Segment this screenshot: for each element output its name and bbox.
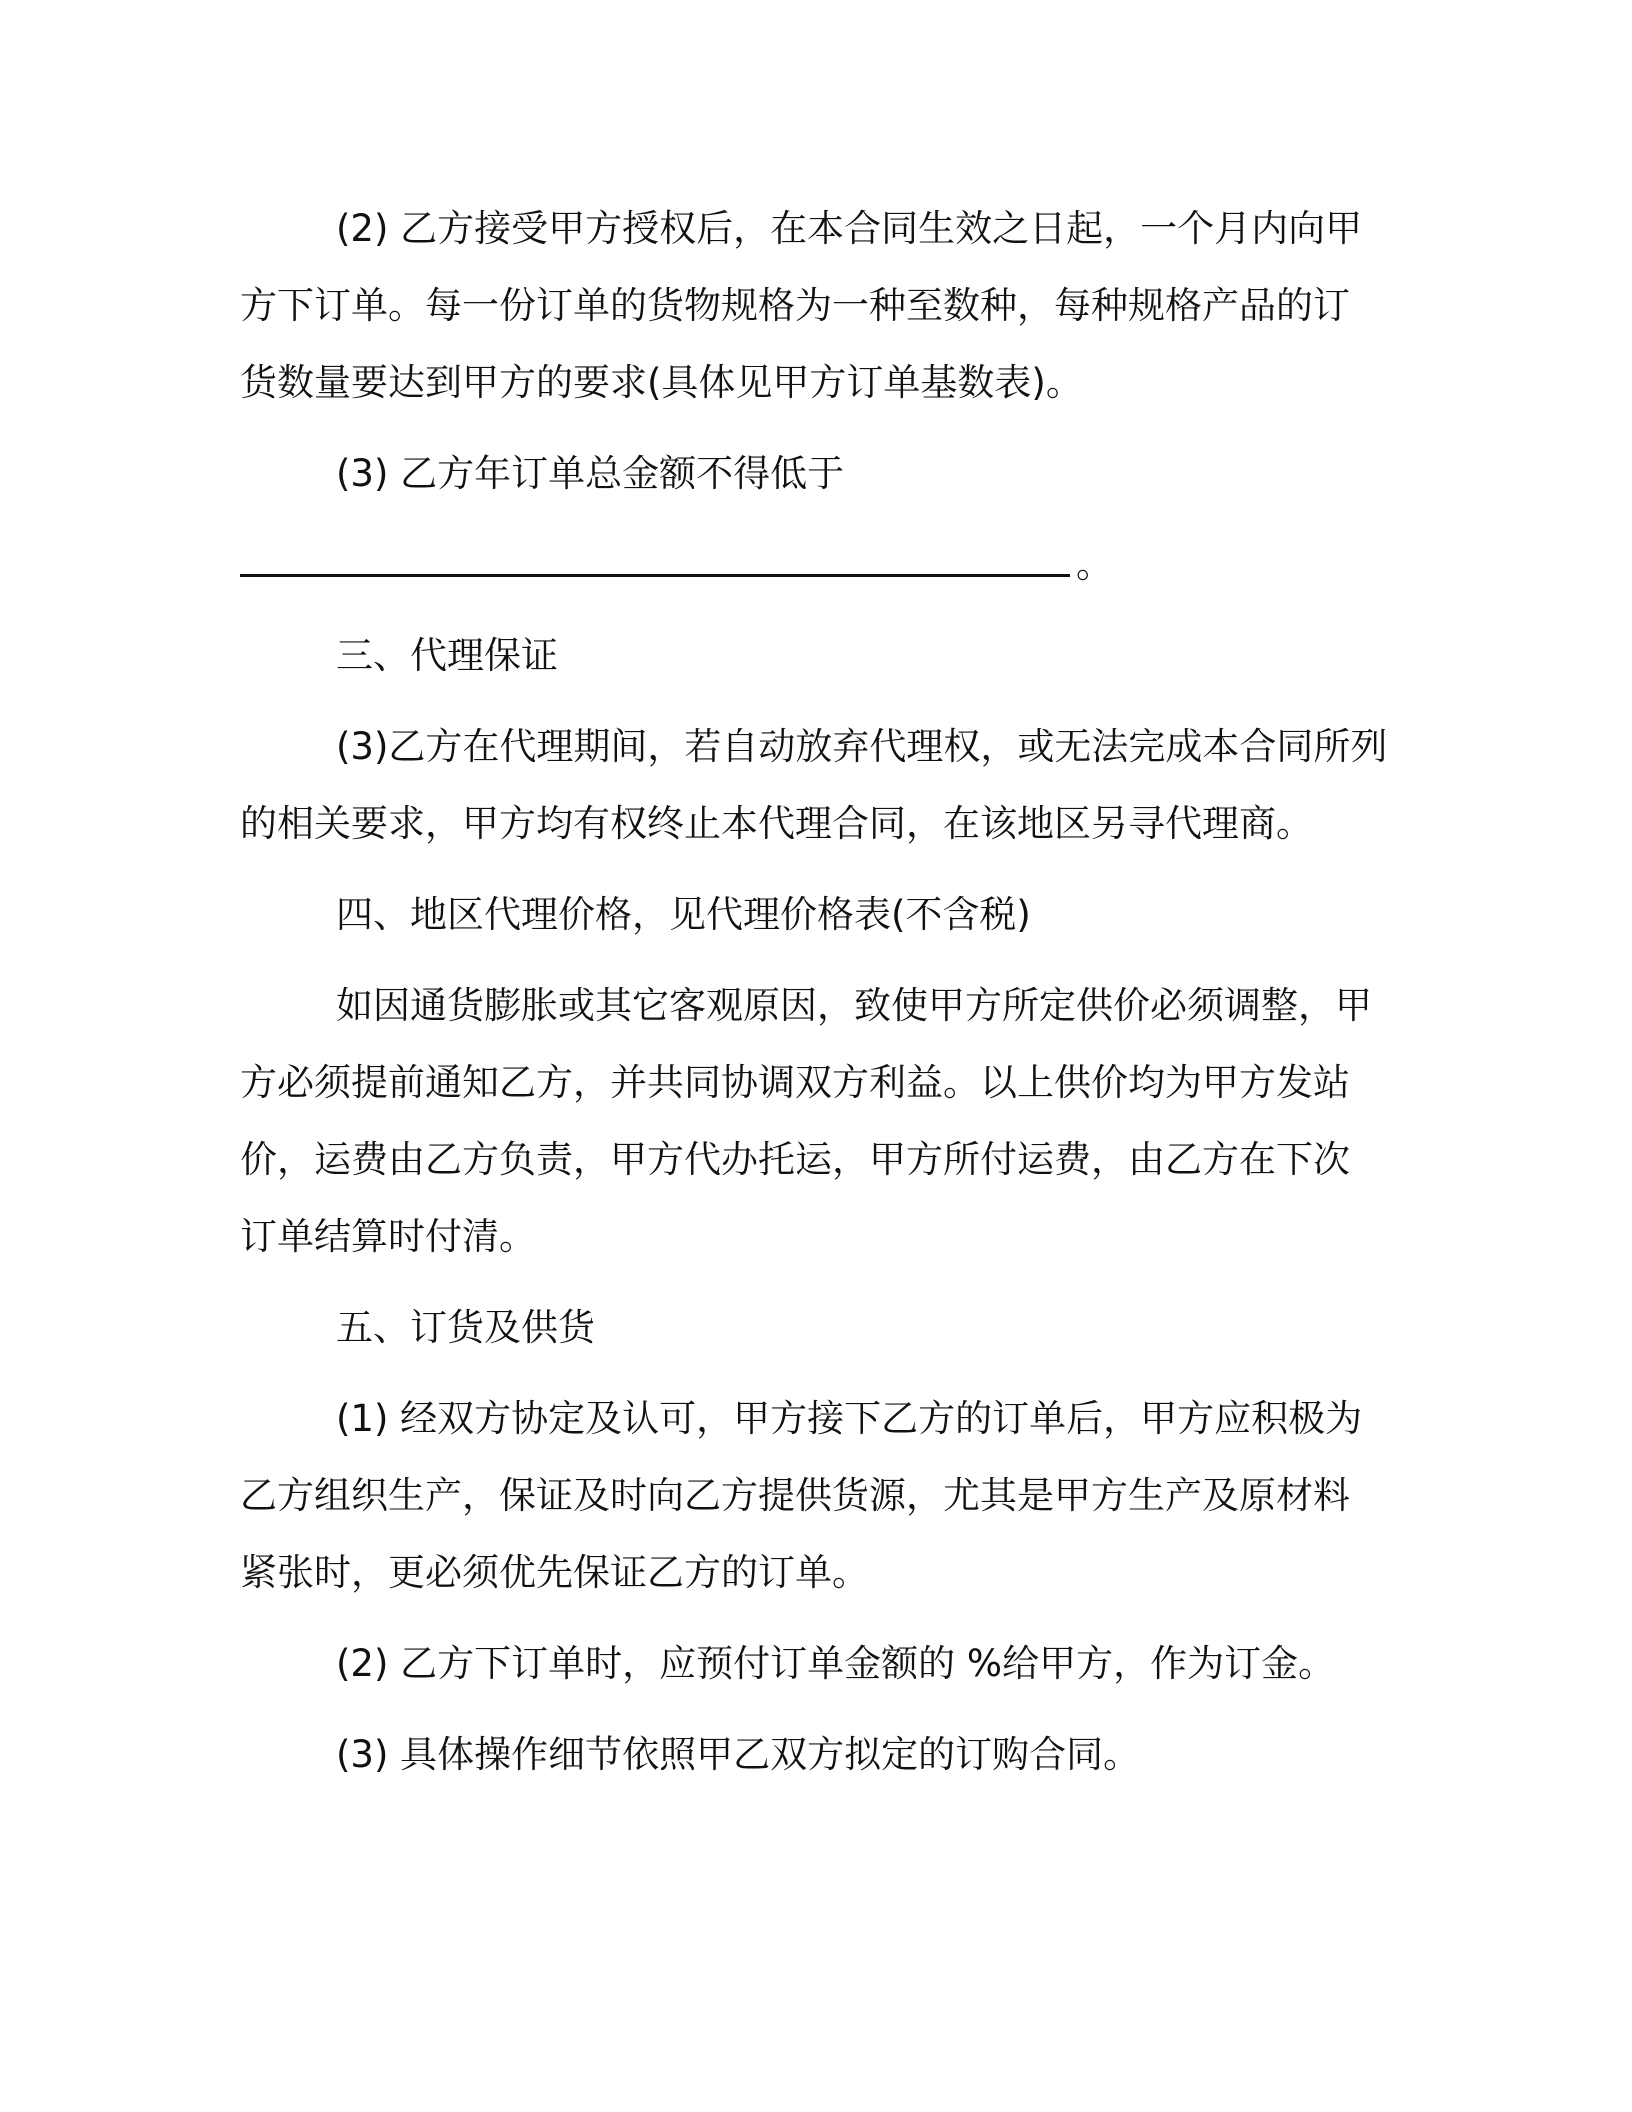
section-4-price-adjustment <box>240 967 1390 1275</box>
section-4-heading <box>240 876 1390 953</box>
text-line: 的相关要求，甲方均有权终止本代理合同，在该地区另寻代理商。 <box>240 802 1313 845</box>
section-heading: 五、订货及供货 <box>336 1306 595 1349</box>
clause-2-order-placement <box>240 190 1390 421</box>
section-heading: 四、地区代理价格，见代理价格表(不含税) <box>336 893 1031 936</box>
text-line: 方下订单。每一份订单的货物规格为一种至数种，每种规格产品的订 <box>240 284 1350 327</box>
text-line: 如因通货膨胀或其它客观原因，致使甲方所定供价必须调整，甲 <box>336 984 1372 1027</box>
section-5-clause-3 <box>240 1716 1390 1793</box>
clause-3-annual-order-amount <box>240 435 1390 512</box>
section-heading: 三、代理保证 <box>336 634 558 677</box>
text-line: (2) 乙方下订单时，应预付订单金额的 %给甲方，作为订金。 <box>336 1642 1336 1685</box>
text-line: (3) 乙方年订单总金额不得低于 <box>336 452 845 495</box>
document-body <box>240 190 1390 1807</box>
section-3-heading <box>240 617 1390 694</box>
section-3-clause-3 <box>240 708 1390 862</box>
text-line: 价，运费由乙方负责，甲方代办托运，甲方所付运费，由乙方在下次 <box>240 1138 1350 1181</box>
amount-blank-line <box>240 526 1390 603</box>
text-line: 货数量要达到甲方的要求(具体见甲方订单基数表)。 <box>240 361 1083 404</box>
fill-in-blank <box>240 574 1070 577</box>
text-line: (3) 具体操作细节依照甲乙双方拟定的订购合同。 <box>336 1733 1141 1776</box>
text-line: 乙方组织生产，保证及时向乙方提供货源，尤其是甲方生产及原材料 <box>240 1474 1350 1517</box>
section-5-clause-2 <box>240 1625 1390 1702</box>
section-5-heading <box>240 1289 1390 1366</box>
text-line: (3)乙方在代理期间，若自动放弃代理权，或无法完成本合同所列 <box>336 725 1388 768</box>
text-line: 订单结算时付清。 <box>240 1215 536 1258</box>
text-line: (2) 乙方接受甲方授权后，在本合同生效之日起，一个月内向甲 <box>336 207 1363 250</box>
text-line: 方必须提前通知乙方，并共同协调双方利益。以上供价均为甲方发站 <box>240 1061 1350 1104</box>
blank-suffix: 。 <box>1076 543 1113 586</box>
text-line: (1) 经双方协定及认可，甲方接下乙方的订单后，甲方应积极为 <box>336 1397 1363 1440</box>
text-line: 紧张时，更必须优先保证乙方的订单。 <box>240 1551 869 1594</box>
section-5-clause-1 <box>240 1380 1390 1611</box>
